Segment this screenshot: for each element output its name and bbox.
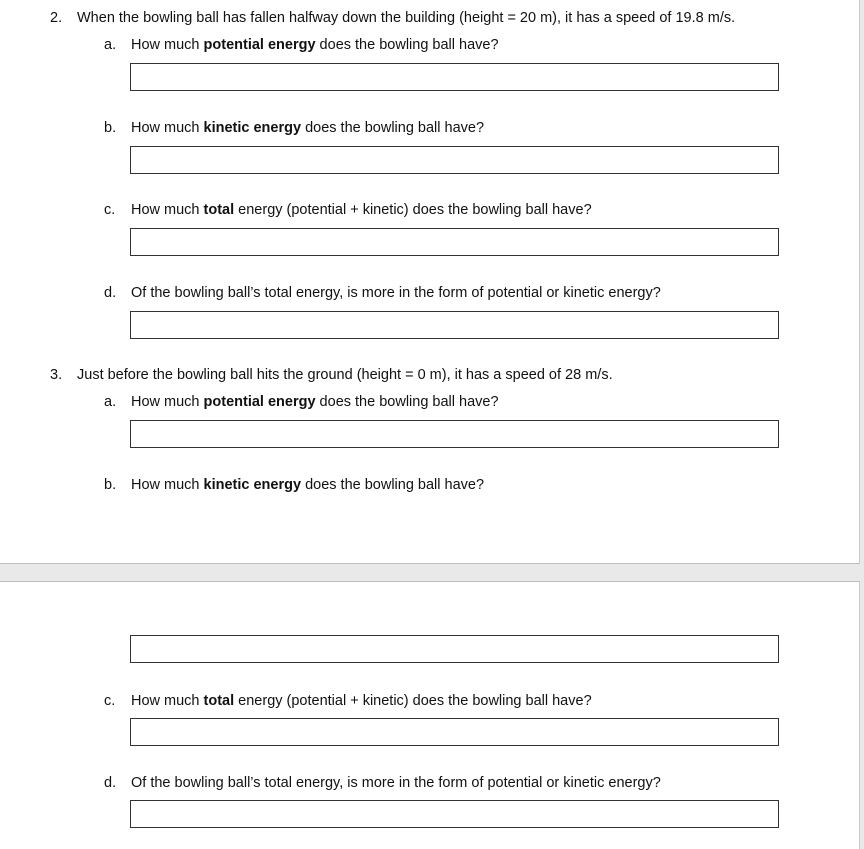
sub-letter: b. — [104, 120, 117, 136]
sub-text: Of the bowling ball’s total energy, is more in the form of potential or kinetic energy? — [131, 775, 661, 791]
sub-text: How much kinetic energy does the bowling ball have? — [131, 477, 485, 493]
answer-box-2a[interactable] — [130, 63, 779, 91]
answer-box-3a[interactable] — [130, 420, 779, 448]
question-text: Just before the bowling ball hits the ground (height = 0 m), it has a speed of 28 m/s. — [77, 367, 613, 383]
sub-text: How much potential energy does the bowling ball have? — [131, 37, 499, 53]
answer-box-2b[interactable] — [130, 146, 779, 174]
answer-box-2c[interactable] — [130, 228, 779, 256]
sub-text: How much total energy (potential + kinetic) does the bowling ball have? — [131, 693, 592, 709]
sub-letter: a. — [104, 394, 117, 410]
sub-letter: b. — [104, 477, 117, 493]
sub-text: How much kinetic energy does the bowling ball have? — [131, 120, 485, 136]
answer-box-3b[interactable] — [130, 635, 779, 663]
sub-text: Of the bowling ball’s total energy, is more in the form of potential or kinetic energy? — [131, 285, 661, 301]
sub-letter: d. — [104, 285, 117, 301]
sub-letter: c. — [104, 693, 116, 709]
question-number: 3. — [50, 367, 63, 383]
sub-letter: c. — [104, 202, 116, 218]
question-number: 2. — [50, 10, 63, 26]
page-2 — [0, 581, 860, 849]
sub-text: How much total energy (potential + kinetic) does the bowling ball have? — [131, 202, 592, 218]
sub-letter: d. — [104, 775, 117, 791]
answer-box-2d[interactable] — [130, 311, 779, 339]
answer-box-3c[interactable] — [130, 718, 779, 746]
sub-text: How much potential energy does the bowling ball have? — [131, 394, 499, 410]
sub-letter: a. — [104, 37, 117, 53]
question-text: When the bowling ball has fallen halfway down the building (height = 20 m), it has a speed of 19.8 m/s. — [77, 10, 736, 26]
answer-box-3d[interactable] — [130, 800, 779, 828]
